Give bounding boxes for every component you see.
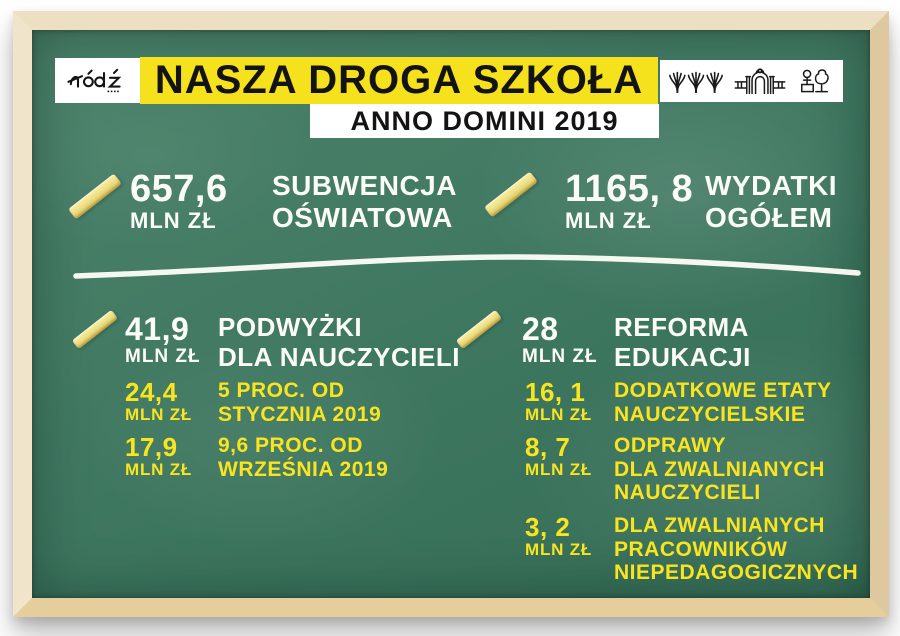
section-reforma-value-block <box>522 313 598 366</box>
item-styczen-label: 5 PROC. OD STYCZNIA 2019 <box>218 379 382 426</box>
item-unit: MLN ZŁ <box>525 540 593 559</box>
stat-wydatki-value-block <box>565 170 693 232</box>
item-niepedagogiczni-label: DLA ZWALNIANYCH PRACOWNIKÓW NIEPEDAGOGICZNYCH <box>614 514 859 584</box>
item-value: 16, 1 <box>525 377 586 407</box>
section-unit: MLN ZŁ <box>125 346 201 367</box>
stat-unit: MLN ZŁ <box>565 208 652 233</box>
viaduct-arches-icon <box>668 67 724 95</box>
stat-unit: MLN ZŁ <box>130 208 217 233</box>
chalk-stick-icon <box>72 310 118 349</box>
item-value: 24,4 <box>125 377 178 407</box>
item-value: 3, 2 <box>525 512 571 542</box>
chalk-stick-icon <box>68 174 122 220</box>
item-etaty-value-block <box>525 379 592 423</box>
page-title: NASZA DROGA SZKOŁA <box>154 58 644 102</box>
title-banner <box>140 57 658 104</box>
stat-value: 1165, 8 <box>565 168 694 210</box>
stat-subwencja-value-block <box>130 170 228 232</box>
lodz-logo-icon <box>66 66 130 96</box>
item-wrzesien-label: 9,6 PROC. OD WRZEŚNIA 2019 <box>218 434 389 481</box>
item-styczen-value-block <box>125 379 192 423</box>
section-unit: MLN ZŁ <box>522 346 598 367</box>
section-value: 28 <box>522 311 559 347</box>
section-podwyzki-label: PODWYŻKI DLA NAUCZYCIELI <box>218 312 460 372</box>
item-value: 17,9 <box>125 432 178 462</box>
item-value: 8, 7 <box>525 432 571 462</box>
item-unit: MLN ZŁ <box>125 405 193 424</box>
subtitle-banner <box>310 104 659 138</box>
item-odprawy-value-block <box>525 434 592 478</box>
lodz-logo-box <box>55 58 140 103</box>
chalk-stick-icon <box>456 310 502 349</box>
stat-subwencja-label: SUBWENCJA OŚWIATOWA <box>272 170 457 233</box>
stat-value: 657,6 <box>130 168 228 210</box>
chalkboard <box>32 30 870 598</box>
park-tree-icon <box>795 66 835 96</box>
stat-wydatki-label: WYDATKI OGÓŁEM <box>705 170 838 233</box>
section-reforma-label: REFORMA EDUKACJI <box>614 312 751 372</box>
chalk-divider-line <box>72 242 862 282</box>
item-wrzesien-value-block <box>125 434 192 478</box>
item-etaty-label: DODATKOWE ETATY NAUCZYCIELSKIE <box>614 379 832 426</box>
item-unit: MLN ZŁ <box>125 460 193 479</box>
section-value: 41,9 <box>125 311 190 347</box>
item-unit: MLN ZŁ <box>525 460 593 479</box>
item-unit: MLN ZŁ <box>525 405 593 424</box>
page-subtitle: ANNO DOMINI 2019 <box>350 105 619 136</box>
chalk-stick-icon <box>484 172 538 218</box>
city-gate-icon <box>732 66 788 96</box>
item-niepedagogiczni-value-block <box>525 514 592 558</box>
landmark-icons-box <box>660 60 843 102</box>
wooden-frame <box>13 11 889 617</box>
section-podwyzki-value-block <box>125 313 201 366</box>
item-odprawy-label: ODPRAWY DLA ZWALNIANYCH NAUCZYCIELI <box>614 434 825 504</box>
